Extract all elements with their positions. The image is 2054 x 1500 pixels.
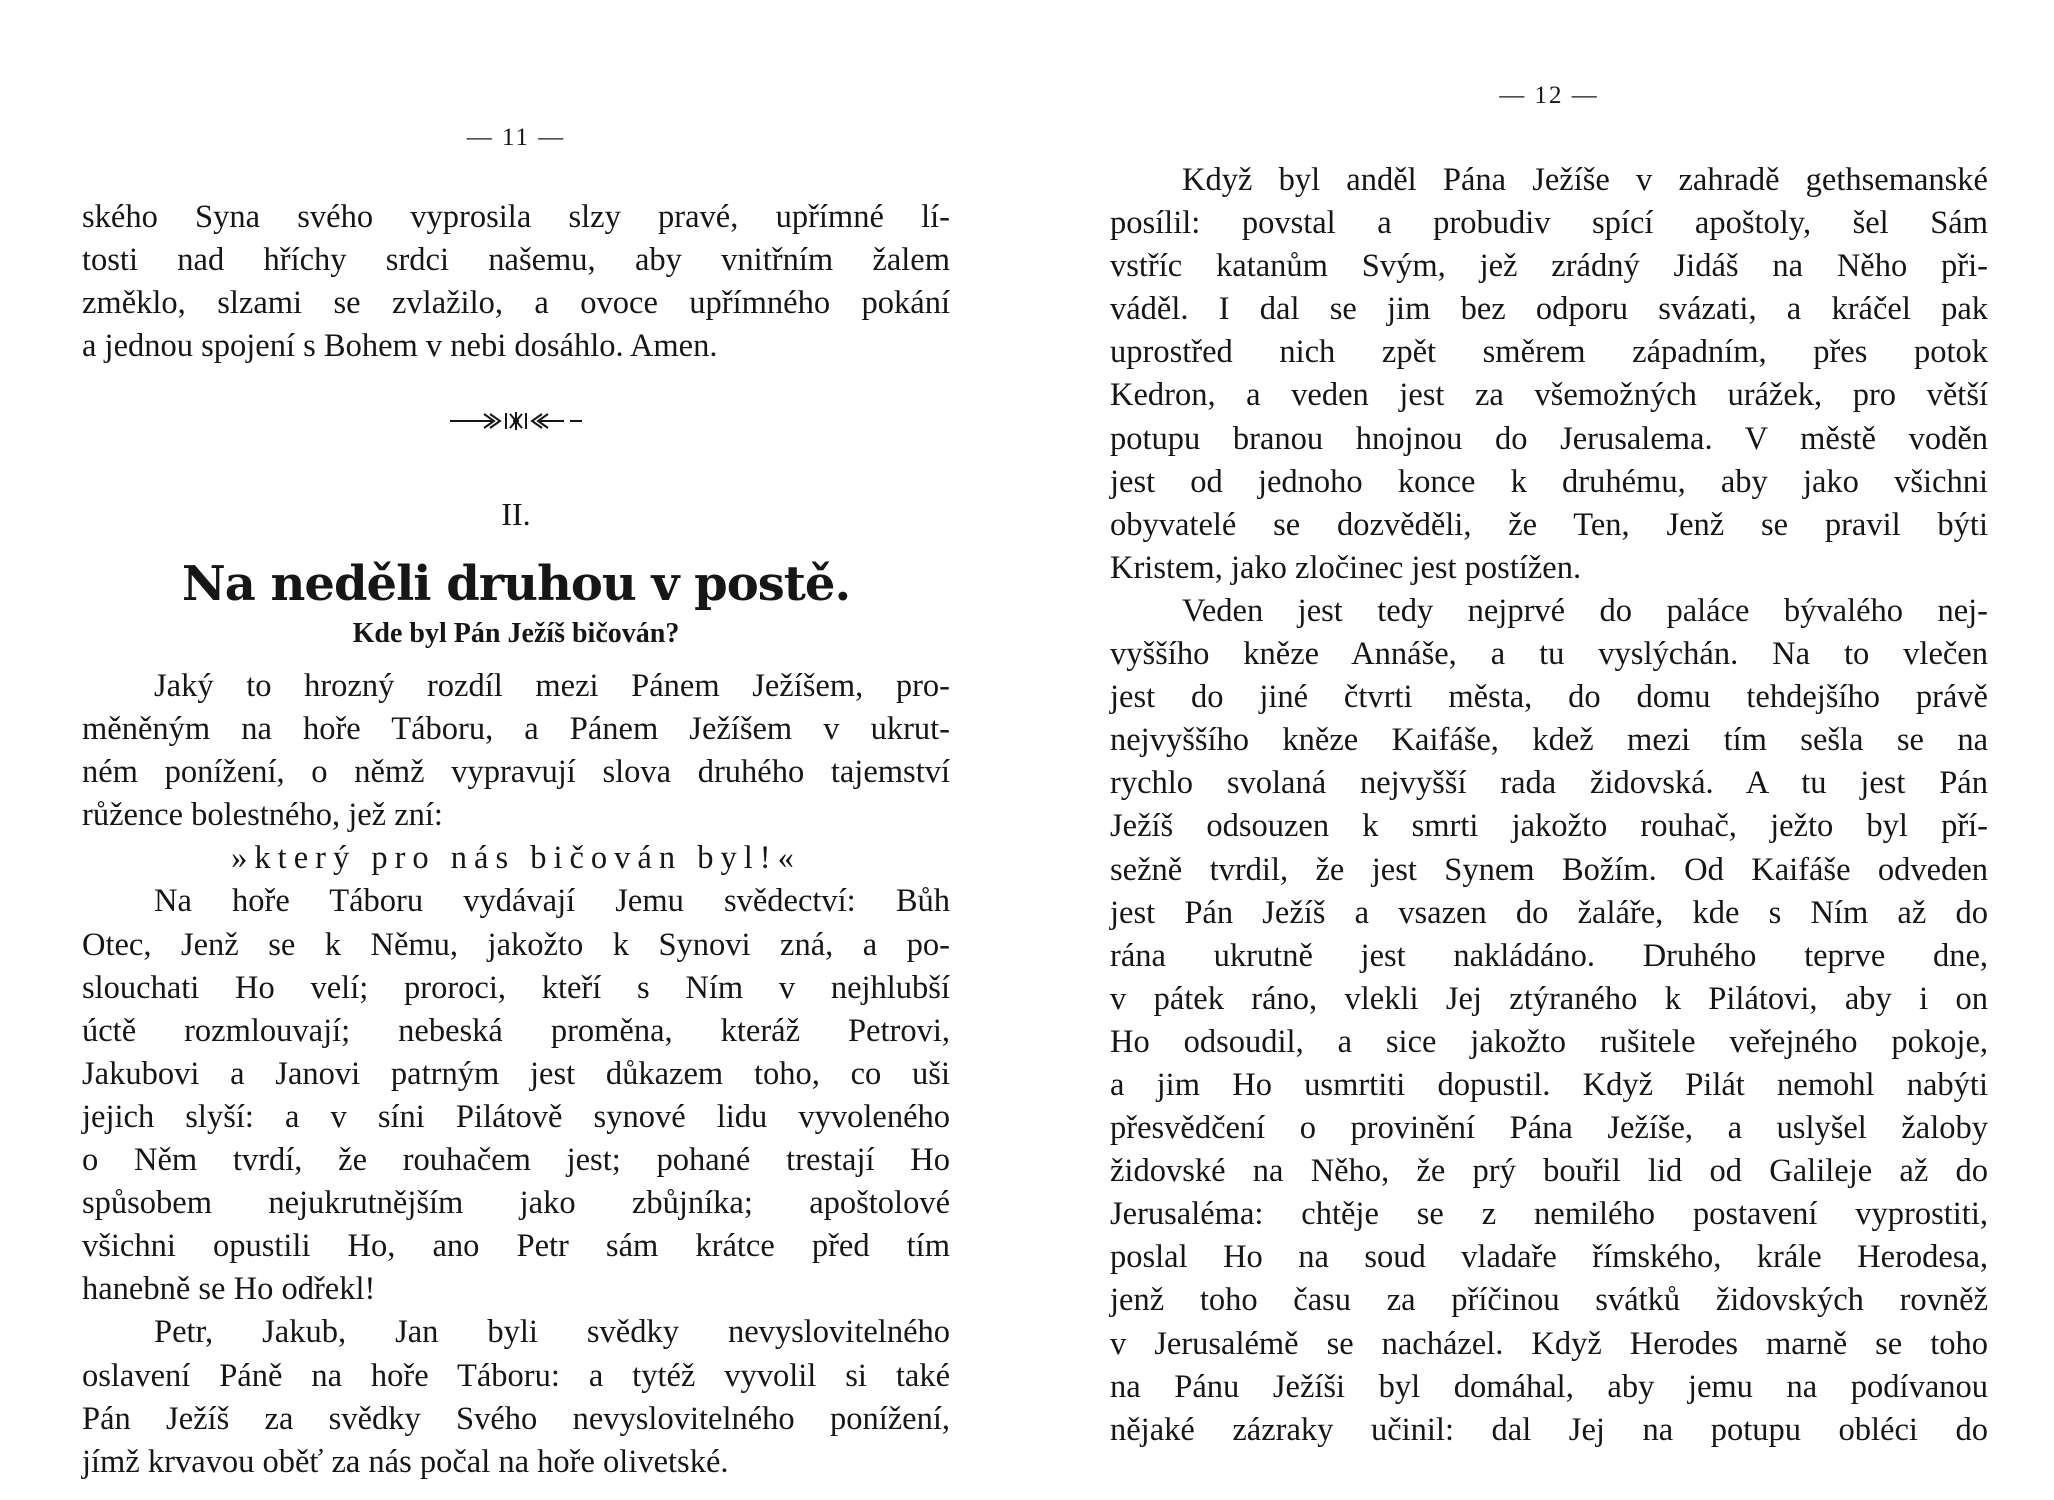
quoted-line: »který pro nás bičován byl!« [231, 840, 801, 877]
text-line: jenž toho času za příčinou svátků židovských rovněž [1110, 1282, 1988, 1319]
text-line: Když byl anděl Pána Ježíše v zahradě gethsemanské [1182, 162, 1988, 198]
text-line: spůsobem nejukrutnějším jako zbůjníka; apoštolové [82, 1185, 950, 1222]
text-line: Kedron, a veden jest za všemožných urážek, pro větší [1110, 377, 1988, 414]
text-line: Na hoře Táboru vydávají Jemu svědectví: Bůh [154, 883, 950, 920]
text-line: ném ponížení, o němž vypravují slova druhého tajemství [82, 754, 950, 791]
text-line: Pán Ježíš za svědky Svého nevyslovitelného ponížení, [82, 1400, 950, 1437]
section-numeral: II. [501, 496, 531, 532]
right-page [1110, 0, 1988, 1500]
text-line: v Jerusalémě se nacházel. Když Herodes marně se toho [1110, 1325, 1988, 1362]
text-line: rychlo svolaná nejvyšší rada židovská. A tu jest Pán [1110, 765, 1988, 802]
text-line: rána ukrutně jest nakládáno. Druhého teprve dne, [1110, 937, 1988, 974]
text-line: přesvědčení o provinění Pána Ježíše, a uslyšel žaloby [1110, 1110, 1988, 1147]
text-line: všichni opustili Ho, ano Petr sám krátce před tím [82, 1228, 950, 1265]
text-line: měněným na hoře Táboru, a Pánem Ježíšem v ukrut- [82, 711, 950, 748]
text-line: Jakubovi a Janovi patrným jest důkazem toho, co uši [82, 1055, 950, 1092]
text-line: růžence bolestného, jež zní: [82, 797, 443, 834]
text-line: ského Syna svého vyprosila slzy pravé, upřímné lí- [82, 199, 950, 235]
text-line: poslal Ho na soud vladaře římského, krále Herodesa, [1110, 1239, 1988, 1276]
text-line: Otec, Jenž se k Němu, jakožto k Synovi zná, a po- [82, 926, 950, 963]
text-line: úctě rozmlouvají; nebeská proměna, kteráž Petrovi, [82, 1012, 950, 1049]
text-line: posílil: povstal a probudiv spící apoštoly, šel Sám [1110, 205, 1988, 242]
section-subheading: Kde byl Pán Ježíš bičován? [352, 618, 680, 649]
text-line: potupu branou hnojnou do Jerusalema. V městě voděn [1110, 420, 1988, 457]
text-line: Ho odsoudil, a sice jakožto rušitele veřejného pokoje, [1110, 1023, 1988, 1060]
section-heading: Na neděli druhou v postě. [181, 556, 851, 612]
text-line: obyvatelé se dozvěděli, že Ten, Jenž se pravil býti [1110, 506, 1988, 543]
text-line: Jerusaléma: chtěje se z nemilého postavení vyprostiti, [1110, 1196, 1988, 1233]
text-line: oslavení Páně na hoře Táboru: a tytéž vyvolil si také [82, 1357, 950, 1394]
text-line: hanebně se Ho odřekl! [82, 1271, 376, 1308]
main-text [82, 665, 950, 1484]
fleuron-ornament-icon [82, 410, 950, 432]
text-line: uprostřed nich zpět směrem západním, přes potok [1110, 334, 1988, 371]
page-number: — 12 — [1499, 82, 1599, 109]
text-line: a jednou spojení s Bohem v nebi dosáhlo. Amen. [82, 328, 718, 365]
main-text [1110, 159, 1988, 1452]
text-line: jejich slyší: a v síni Pilátově synové lidu vyvoleného [82, 1098, 950, 1135]
text-line: jest do jiné čtvrti města, do domu tehdejšího právě [1110, 679, 1988, 716]
text-line: vstříc katanům Svým, jež zrádný Jidáš na Něho při- [1110, 248, 1988, 285]
text-line: změklo, slzami se zvlažilo, a ovoce upřímného pokání [82, 285, 950, 322]
text-line: Ježíš odsouzen k smrti jakožto rouhač, ježto byl pří- [1110, 808, 1988, 845]
text-line: a jim Ho usmrtiti dopustil. Když Pilát nemohl nabýti [1110, 1066, 1988, 1103]
text-line: o Něm tvrdí, že rouhačem jest; pohané trestají Ho [82, 1142, 950, 1179]
text-line: tosti nad hříchy srdci našemu, aby vnitřním žalem [82, 242, 950, 279]
text-line: Jaký to hrozný rozdíl mezi Pánem Ježíšem, pro- [154, 668, 950, 704]
text-line: Kristem, jako zločinec jest postížen. [1110, 549, 1582, 586]
text-line: Veden jest tedy nejprvé do paláce bývalého nej- [1182, 592, 1988, 629]
text-line: na Pánu Ježíši byl domáhal, aby jemu na podívanou [1110, 1368, 1988, 1405]
text-line: Petr, Jakub, Jan byli svědky nevyslovitelného [154, 1314, 950, 1351]
text-line: sežně tvrdil, že jest Synem Božím. Od Kaifáše odveden [1110, 851, 1988, 888]
page-number: — 11 — [466, 124, 566, 151]
text-line: jest Pán Ježíš a vsazen do žaláře, kde s Ním až do [1110, 894, 1988, 931]
continuation-paragraph [82, 196, 950, 368]
text-line: nějaké zázraky učinil: dal Jej na potupu obléci do [1110, 1411, 1988, 1448]
text-line: vyššího kněze Annáše, a tu vyslýchán. Na to vlečen [1110, 636, 1988, 673]
text-line: slouchati Ho velí; proroci, kteří s Ním v nejhlubší [82, 969, 950, 1006]
text-line: nejvyššího kněze Kaifáše, kdež mezi tím sešla se na [1110, 722, 1988, 759]
text-line: jest od jednoho konce k druhému, aby jako všichni [1110, 463, 1988, 500]
text-line: v pátek ráno, vlekli Jej ztýraného k Pilátovi, aby i on [1110, 980, 1988, 1017]
left-page [82, 0, 950, 1500]
text-line: váděl. I dal se jim bez odporu svázati, a kráčel pak [1110, 291, 1988, 328]
text-line: jímž krvavou oběť za nás počal na hoře olivetské. [82, 1443, 729, 1480]
text-line: židovské na Něho, že prý bouřil lid od Galileje až do [1110, 1153, 1988, 1190]
